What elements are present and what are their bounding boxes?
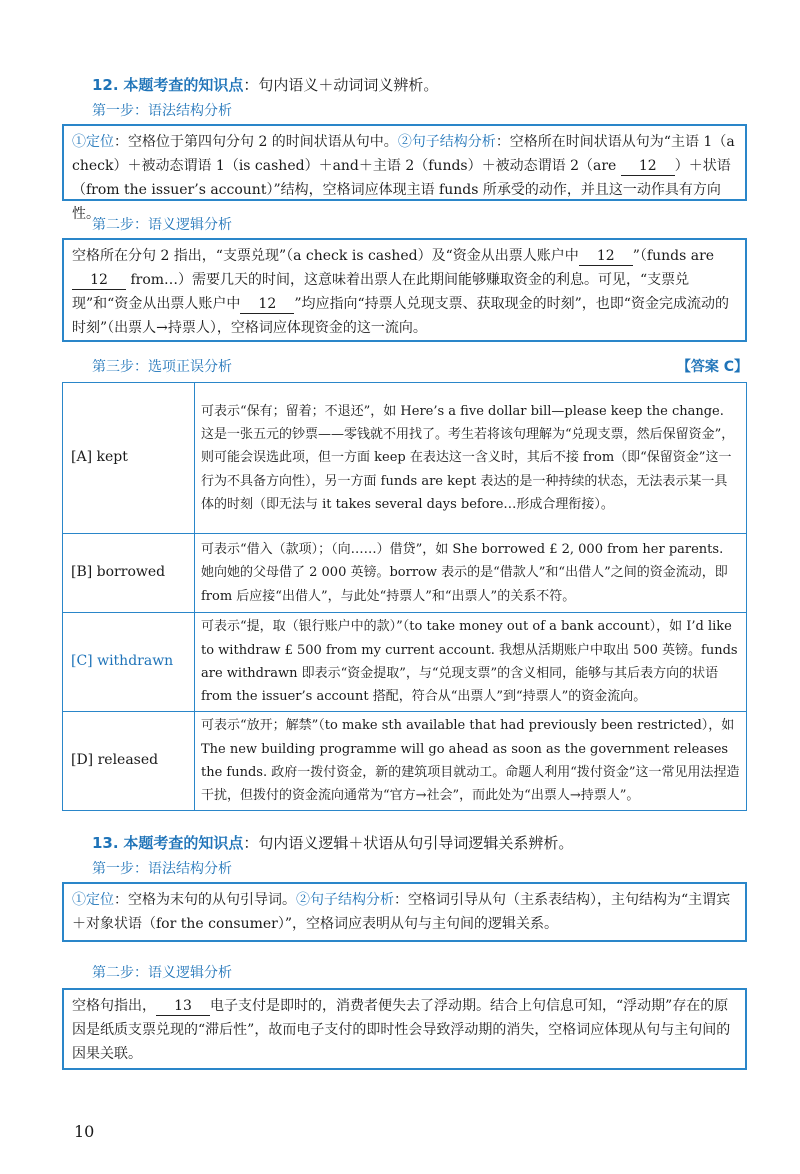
option-row-b (63, 534, 747, 613)
q12-number: 12. (92, 76, 119, 94)
option-row-d (63, 712, 747, 811)
q13-step2-blank: 13 (156, 997, 210, 1016)
option-c-label: [C] withdrawn (63, 613, 195, 712)
q12-struct-label: ②句子结构分析 (397, 134, 496, 150)
q12-heading-text: ：句内语义＋动词词义辨析。 (243, 76, 439, 94)
option-a-explanation: 可表示“保有；留着；不退还”，如 Here’s a five dollar bill—please keep the change. 这是一张五元的钞票——零钱就不用找了。考生若将该句理解为“兑现支票，然后保留资金”，则可能会误选此项，但一方面 keep 在表达这一含义时，其后不接 from（即“保留资金”这一行为不具备方向性），另一方面 funds are kept 表达的是一种持续的状态，无法表示某一具体的时刻（即无法与 it takes several days before…形成合理衔接）。 (195, 383, 747, 534)
q13-step2-text-a: 空格句指出， (72, 998, 156, 1014)
q12-step2-blank2: 12 (72, 271, 126, 290)
answer-badge: 【答案 C】 (676, 359, 748, 375)
option-b-label: [B] borrowed (63, 534, 195, 613)
q12-step1-title: 第一步：语法结构分析 (92, 103, 232, 119)
q12-locate-text: ：空格位于第四句分句 2 的时间状语从句中。 (114, 134, 398, 150)
option-a-label: [A] kept (63, 383, 195, 534)
q13-heading (92, 832, 573, 853)
option-c-explanation: 可表示“提，取（银行账户中的款）”（to take money out of a bank account），如 I’d like to withdraw £ 500 from my current account. 我想从活期账户中取出 500 英镑。funds are withdrawn 即表示“资金提取”，与“兑现支票”的含义相同，能够与其后表方向的状语 from the issuer’s account 搭配，符合从“出票人”到“持票人”的资金流向。 (195, 613, 747, 712)
q13-heading-label: 本题考查的知识点 (123, 834, 244, 852)
q12-step3-title: 第三步：选项正误分析 (92, 359, 232, 375)
q13-number: 13. (92, 834, 119, 852)
page-number: 10 (74, 1122, 95, 1141)
q12-step2-title: 第二步：语义逻辑分析 (92, 217, 232, 233)
q13-heading-text: ：句内语义逻辑＋状语从句引导词逻辑关系辨析。 (243, 834, 574, 852)
q12-step2-text-c: from…）需要几天的时间，这意味着出票人在此期间能够赚取资金的利息。可见，“支票兑现”和“资金从出票人账户中 (72, 272, 690, 312)
q13-locate-label: ①定位 (72, 892, 114, 908)
q13-step2-text-b: 电子支付是即时的，消费者便失去了浮动期。结合上句信息可知，“浮动期”存在的原因是纸质支票兑现的“滞后性”，故而电子支付的即时性会导致浮动期的消失，空格词应体现从句与主句间的因果关联。 (72, 998, 731, 1062)
q12-struct-text-a: ：空格所在时间状语从句为“主语 1（a check）＋被动态谓语 1（is cashed）＋and＋主语 2（funds）＋被动态谓语 2（are (72, 134, 735, 174)
q12-step1-box (62, 124, 747, 222)
q12-step2-text-b: ”（funds are (632, 248, 715, 264)
q12-step2-blank1: 12 (579, 247, 633, 266)
q13-step1-title: 第一步：语法结构分析 (92, 861, 232, 877)
option-row-a (63, 383, 747, 534)
q12-step1-blank: 12 (621, 157, 675, 176)
q13-struct-label: ②句子结构分析 (296, 892, 394, 908)
q12-step2-box (62, 238, 747, 342)
q13-step2-box (62, 988, 747, 1070)
q12-step2-text-a: 空格所在分句 2 指出，“支票兑现”（a check is cashed）及“资金从出票人账户中 (72, 248, 579, 264)
option-row-c (63, 613, 747, 712)
q13-step2-title: 第二步：语义逻辑分析 (92, 965, 232, 981)
q12-step2-blank3: 12 (240, 295, 294, 314)
q12-heading (92, 74, 438, 95)
q12-struct-text-b: ）＋状语（from the issuer’s account）”结构，空格词应体现主语 funds 所承受的动作，并且这一动作具有方向性。 (72, 158, 731, 222)
options-table (62, 382, 747, 811)
option-b-explanation: 可表示“借入（款项）；（向……）借贷”，如 She borrowed £ 2, 000 from her parents. 她向她的父母借了 2 000 英镑。borrow 表示的是“借款人”和“出借人”之间的资金流动，即 from 后应接“出借人”，与此处“持票人”和“出票人”的关系不符。 (195, 534, 747, 613)
q13-struct-text: ：空格词引导从句（主系表结构），主句结构为“主谓宾＋对象状语（for the consumer）”，空格词应表明从句与主句间的逻辑关系。 (72, 892, 731, 932)
q12-step2-text-d: ”均应指向“持票人兑现支票、获取现金的时刻”，也即“资金完成流动的时刻”（出票人→持票人），空格词应体现资金的这一流向。 (72, 296, 729, 336)
option-d-explanation: 可表示“放开；解禁”（to make sth available that had previously been restricted），如 The new building programme will go ahead as soon as the government releases the funds. 政府一拨付资金，新的建筑项目就动工。命题人利用“拨付资金”这一常见用法捏造干扰，但拨付的资金流向通常为“官方→社会”，而此处为“出票人→持票人”。 (195, 712, 747, 811)
q12-heading-label: 本题考查的知识点 (123, 76, 244, 94)
q12-locate-label: ①定位 (72, 134, 114, 150)
q13-locate-text: ：空格为末句的从句引导词。 (114, 892, 296, 908)
q13-step1-box (62, 882, 747, 942)
option-d-label: [D] released (63, 712, 195, 811)
